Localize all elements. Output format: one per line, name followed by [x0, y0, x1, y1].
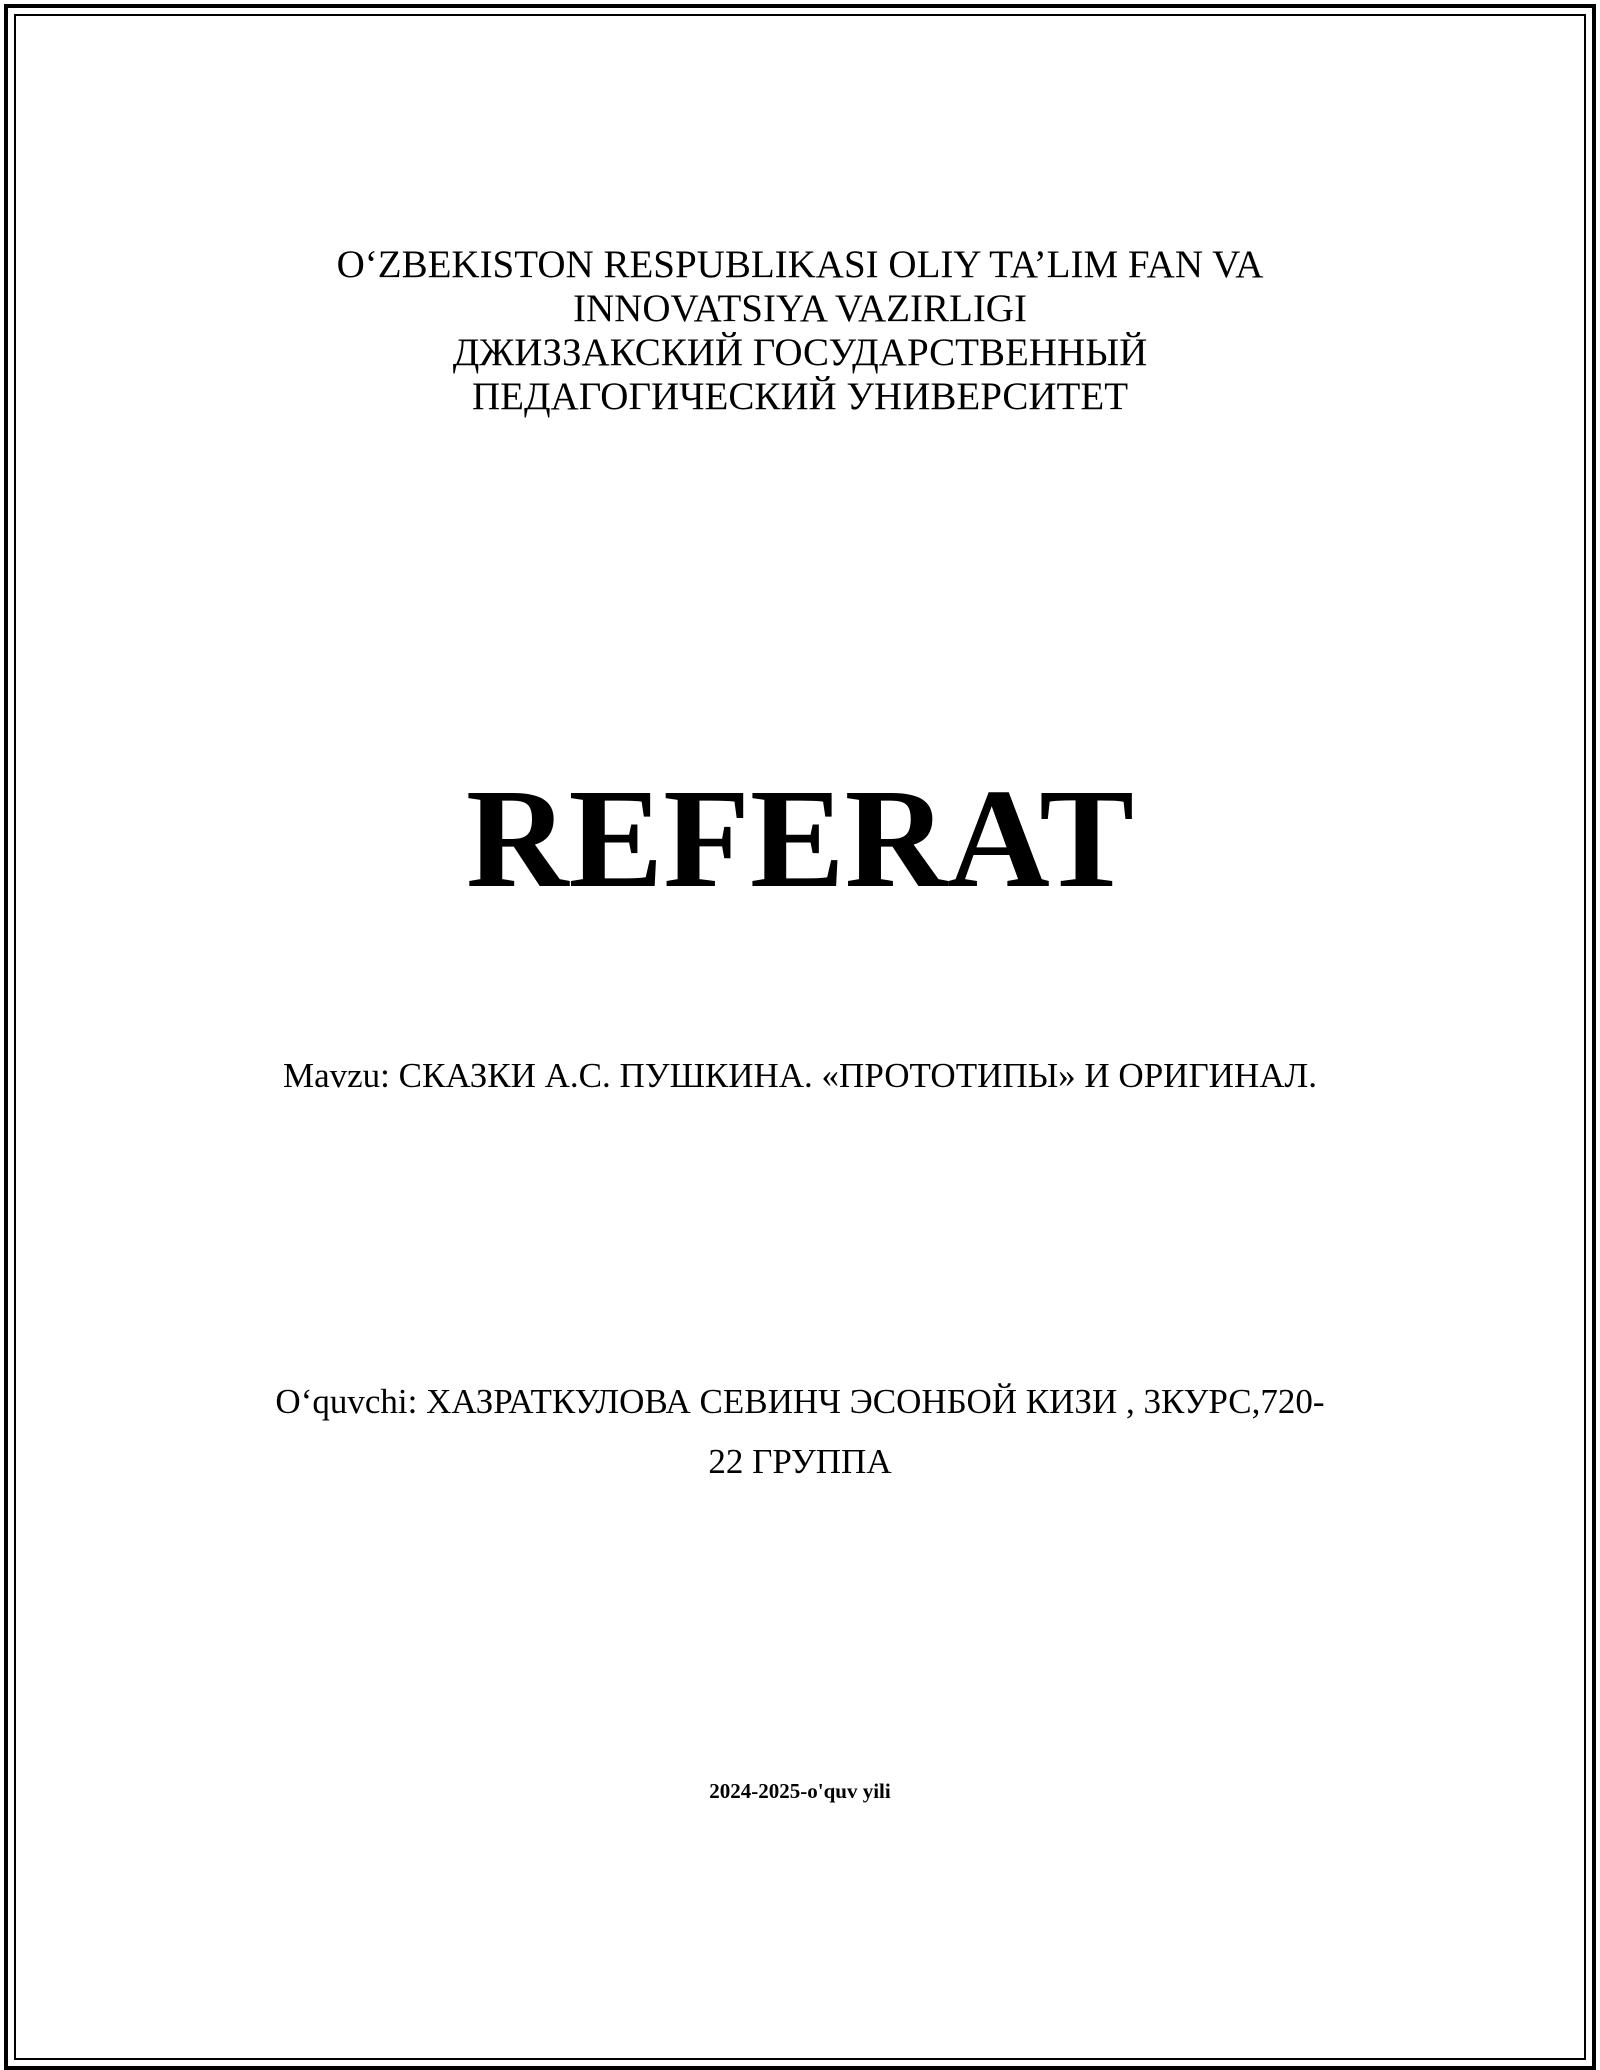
- header-line: ДЖИЗЗАКСКИЙ ГОСУДАРСТВЕННЫЙ: [452, 331, 1148, 374]
- topic-line: Mavzu: СКАЗКИ А.С. ПУШКИНА. «ПРОТОТИПЫ» И ОРИГИНАЛ.: [282, 1056, 1317, 1095]
- student-line: 22 ГРУППА: [708, 1442, 892, 1481]
- header-line: ПЕДАГОГИЧЕСКИЙ УНИВЕРСИТЕТ: [471, 375, 1129, 418]
- document-title: REFERAT: [466, 759, 1134, 917]
- header-line: INNOVATSIYA VAZIRLIGI: [573, 287, 1027, 330]
- student-line: O‘quvchi: ХАЗРАТКУЛОВА СЕВИНЧ ЭСОНБОЙ КИЗИ , 3КУРС,720-: [275, 1382, 1325, 1421]
- student-info: [0, 1372, 1600, 1492]
- institution-header: [0, 243, 1600, 419]
- header-line: O‘ZBEKISTON RESPUBLIKASI OLIY TA’LIM FAN VA: [336, 243, 1264, 286]
- academic-year: 2024-2025-o'quv yili: [709, 1779, 891, 1803]
